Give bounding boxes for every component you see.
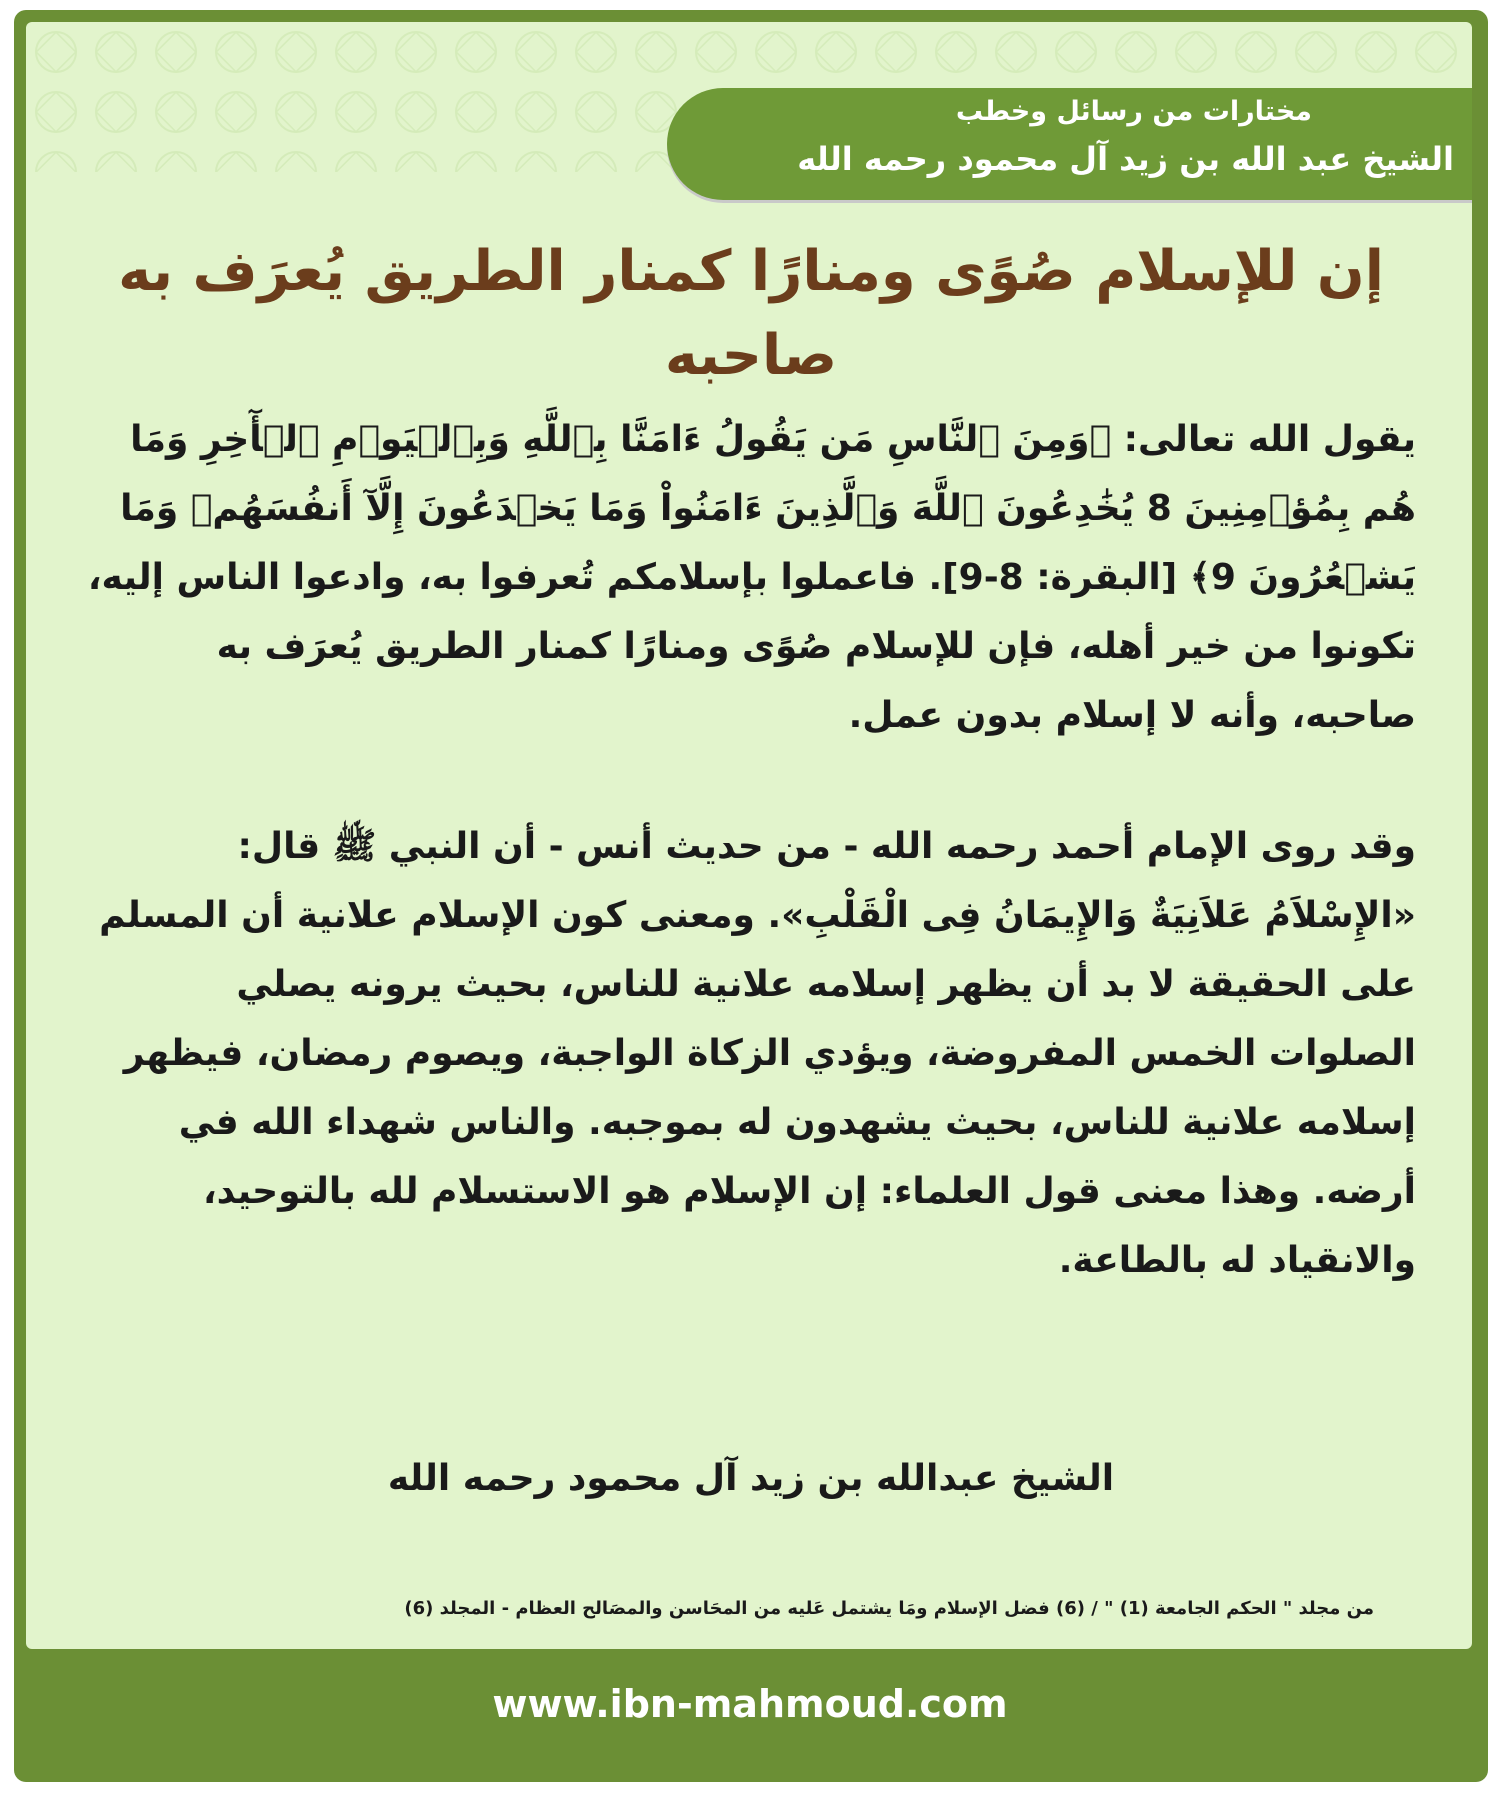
website-url[interactable]: www.ibn-mahmoud.com (492, 1682, 1008, 1726)
series-badge (667, 88, 1472, 200)
content-card (26, 22, 1472, 1649)
author-signature: الشيخ عبدالله بن زيد آل محمود رحمه الله (387, 1458, 1115, 1499)
source-citation: من مجلد " الحكم الجامعة (1) " / (6) فضل الإسلام ومَا يشتمل عَليه من المحَاسن والمصَالح العظام - المجلد (6) (404, 1598, 1374, 1619)
body-paragraph-2: وقد روى الإمام أحمد رحمه الله - من حديث أنس - أن النبي ﷺ قال: «الإِسْلاَمُ عَلاَنِيَةٌ وَالإِيمَانُ فِى الْقَلْبِ». ومعنى كون الإسلام علانية أن المسلم على الحقيقة لا بد أن يظهر إسلامه علانية للناس، بحيث يرونه يصلي الصلوات الخمس المفروضة، ويؤدي الزكاة الواجبة، ويصوم رمضان، فيظهر إسلامه علانية للناس، بحيث يشهدون له بموجبه. والناس شهداء الله في أرضه. وهذا معنى قول العلماء: إن الإسلام هو الاستسلام لله بالتوحيد، والانقياد له بالطاعة. (99, 826, 1416, 1281)
body-paragraph-1: يقول الله تعالى: ﴿وَمِنَ ٱلنَّاسِ مَن يَقُولُ ءَامَنَّا بِٱللَّهِ وَبِٱلۡيَوۡمِ ٱلۡأٓخِرِ وَمَا هُم بِمُؤۡمِنِينَ 8 يُخَٰدِعُونَ ٱللَّهَ وَٱلَّذِينَ ءَامَنُواْ وَمَا يَخۡدَعُونَ إِلَّآ أَنفُسَهُمۡ وَمَا يَشۡعُرُونَ 9﴾ [البقرة: 8-9]. فاعملوا بإسلامكم تُعرفوا به، وادعوا الناس إليه، تكونوا من خير أهله، فإن للإسلام صُوًى ومنارًا كمنار الطريق يُعرَف به صاحبه، وأنه لا إسلام بدون عمل. (87, 419, 1416, 736)
article-title: إن للإسلام صُوًى ومنارًا كمنار الطريق يُعرَف به صاحبه (118, 239, 1384, 388)
article-body (86, 405, 1416, 1295)
series-title: مختارات من رسائل وخطب (955, 96, 1312, 127)
series-author: الشيخ عبد الله بن زيد آل محمود رحمه الله (797, 140, 1454, 178)
